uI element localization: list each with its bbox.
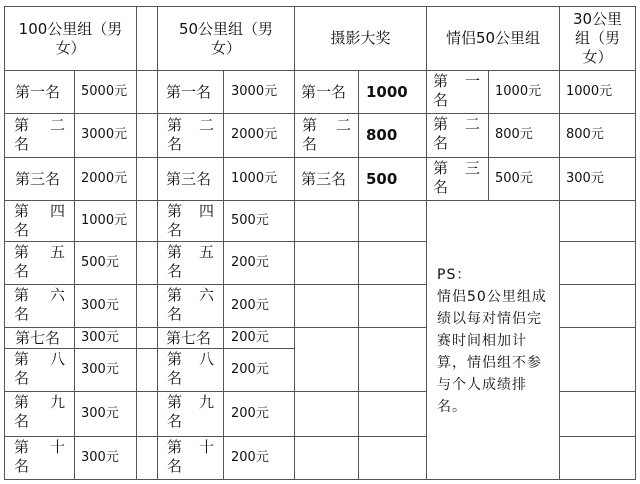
couple-prize-3: 500元 [495, 170, 533, 186]
rank-50-5: 第 五 名 [167, 243, 214, 280]
prize-100-6: 300元 [81, 297, 119, 313]
prize-50-6: 200元 [231, 297, 269, 313]
rank-50-1: 第一名 [166, 82, 212, 101]
couple-note: PS： 情侣50公里组成 绩以每对情侣完 赛时间相加计 算，情侣组不参 与个人成绩排 名。 [437, 267, 547, 415]
rank-100-10: 第 十 名 [14, 438, 65, 475]
photo-rank-3: 第三名 [301, 169, 347, 188]
couple-rank-1: 第 一 名 [433, 72, 480, 109]
prize-100-8: 300元 [81, 361, 119, 377]
rank-100-1: 第一名 [15, 82, 61, 101]
prize-100-4: 1000元 [81, 212, 128, 228]
rank-100-8: 第 八 名 [14, 350, 65, 387]
rank-50-7: 第七名 [166, 328, 212, 347]
photo-rank-2: 第 二 名 [302, 116, 351, 153]
rank-100-2: 第 二 名 [14, 116, 65, 153]
grid-line [4, 479, 636, 480]
couple-prize-1: 1000元 [495, 83, 542, 99]
photo-prize-1: 1000 [366, 82, 408, 101]
rank-100-9: 第 九 名 [14, 393, 65, 430]
photo-prize-3: 500 [366, 169, 398, 188]
prize-100-7: 300元 [81, 329, 119, 345]
prize-50-8: 200元 [231, 361, 269, 377]
grid-line [635, 6, 636, 480]
prize-100-2: 3000元 [81, 127, 128, 143]
prize-50-7: 200元 [231, 329, 269, 345]
prize-100-1: 5000元 [81, 83, 128, 99]
prize-30-3: 300元 [566, 170, 604, 186]
rank-50-3: 第三名 [166, 169, 212, 188]
header-50km: 50公里组（男女） [178, 19, 274, 57]
rank-100-7: 第七名 [15, 328, 61, 347]
grid-line [559, 327, 636, 328]
header-photo-award: 摄影大奖 [330, 29, 391, 48]
rank-50-8: 第 八 名 [167, 350, 214, 387]
grid-line [559, 391, 636, 392]
prize-100-9: 300元 [81, 405, 119, 421]
rank-50-4: 第 四 名 [167, 202, 214, 239]
prize-30-1: 1000元 [566, 83, 613, 99]
rank-50-10: 第 十 名 [167, 438, 214, 475]
rank-100-5: 第 五 名 [14, 243, 65, 280]
prize-50-10: 200元 [231, 449, 269, 465]
photo-prize-2: 800 [366, 126, 398, 145]
prize-100-3: 2000元 [81, 170, 128, 186]
rank-100-4: 第 四 名 [14, 202, 65, 239]
prize-50-2: 2000元 [231, 127, 278, 143]
prize-50-5: 200元 [231, 254, 269, 270]
prize-100-10: 300元 [81, 449, 119, 465]
prize-100-5: 500元 [81, 254, 119, 270]
header-couple-50km: 情侣50公里组 [445, 29, 541, 48]
prize-30-2: 800元 [566, 127, 604, 143]
couple-rank-3: 第 三 名 [433, 159, 480, 196]
couple-prize-2: 800元 [495, 127, 533, 143]
rank-50-2: 第 二 名 [167, 116, 214, 153]
header-30km: 30公里组（男女） [572, 10, 623, 66]
prize-50-3: 1000元 [231, 170, 278, 186]
prize-50-1: 3000元 [231, 83, 278, 99]
grid-line [136, 6, 137, 480]
prize-50-4: 500元 [231, 212, 269, 228]
grid-line [559, 284, 636, 285]
prize-50-9: 200元 [231, 405, 269, 421]
grid-line [559, 436, 636, 437]
rank-50-6: 第 六 名 [167, 286, 214, 323]
grid-line [559, 241, 636, 242]
couple-rank-2: 第 二 名 [433, 115, 480, 152]
photo-rank-1: 第一名 [301, 82, 347, 101]
rank-100-3: 第三名 [15, 169, 61, 188]
header-100km: 100公里组（男女） [18, 19, 123, 57]
rank-100-6: 第 六 名 [14, 286, 65, 323]
rank-50-9: 第 九 名 [167, 393, 214, 430]
